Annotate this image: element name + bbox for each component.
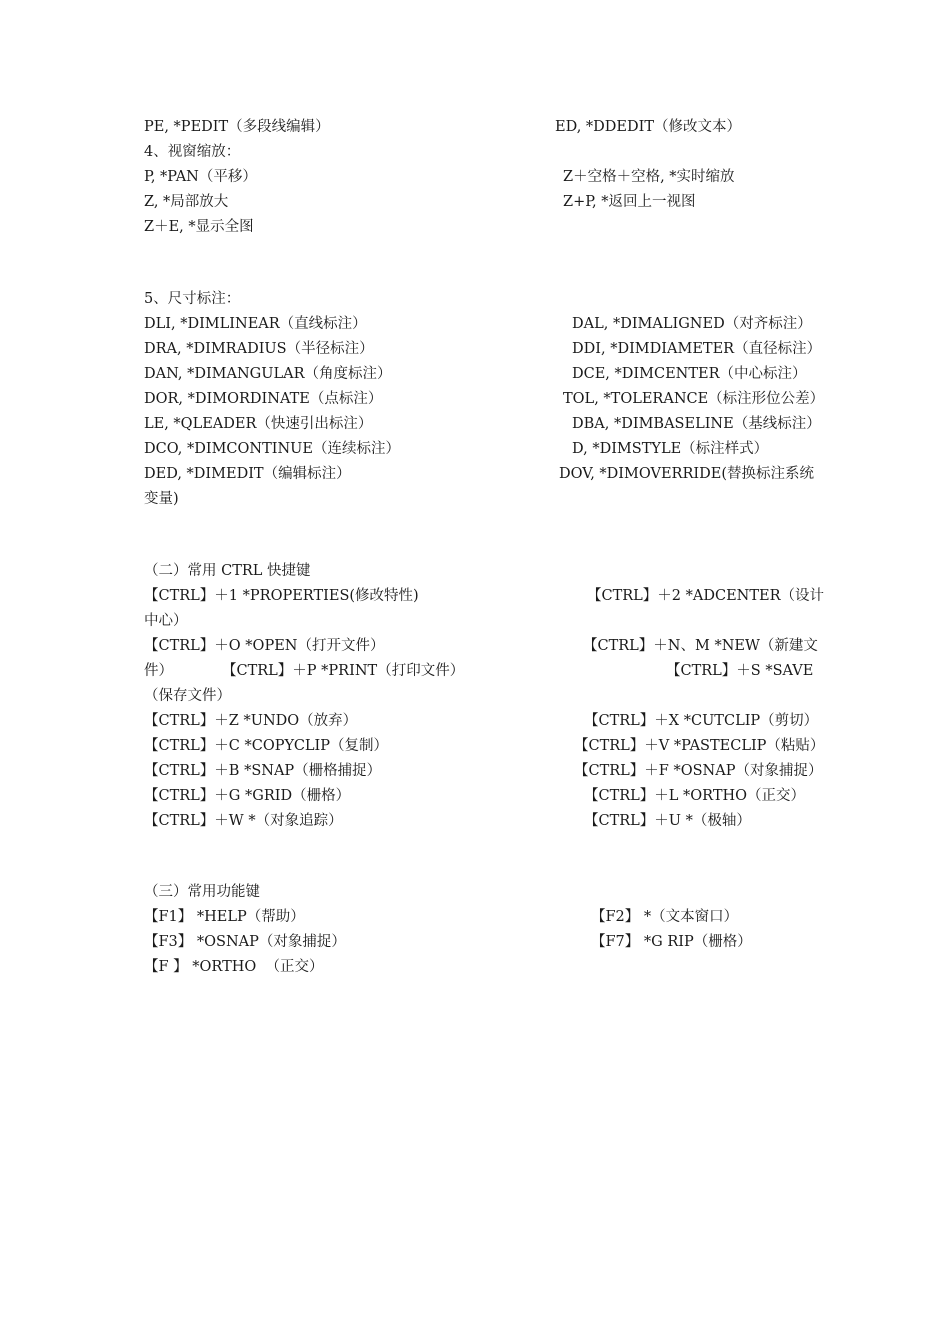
pedit-line: PE, *PEDIT（多段线编辑）	[144, 119, 330, 135]
fkeys-row3-left: 【F 】 *ORTHO （正交）	[144, 959, 324, 975]
ddedit-line: ED, *DDEDIT（修改文本）	[555, 119, 742, 135]
sec5-row6-right: D, *DIMSTYLE（标注样式）	[572, 441, 769, 457]
ctrl-heading: （二）常用 CTRL 快捷键	[144, 563, 311, 579]
sec5-row3-left: DAN, *DIMANGULAR（角度标注）	[144, 366, 392, 382]
ctrl-row7-right: 【CTRL】＋L *ORTHO（正交）	[584, 788, 806, 804]
fkeys-row2-right: 【F7】 *G RIP（栅格）	[591, 934, 752, 950]
ctrl-row2-right: 【CTRL】＋N、M *NEW（新建文	[583, 638, 818, 654]
sec4-row2-left: Z, *局部放大	[144, 194, 229, 210]
sec5-row3-right: DCE, *DIMCENTER（中心标注）	[572, 366, 807, 382]
sec5-wrap-line: 变量)	[144, 491, 179, 507]
ctrl-row6-left: 【CTRL】＋B *SNAP（栅格捕捉）	[144, 763, 382, 779]
fkeys-row2-left: 【F3】 *OSNAP（对象捕捉）	[144, 934, 346, 950]
sec4-row3-left: Z＋E, *显示全图	[144, 219, 254, 235]
section4-heading: 4、视窗缩放：	[144, 144, 241, 160]
ctrl-row8-left: 【CTRL】＋W *（对象追踪）	[144, 813, 343, 829]
ctrl-row3-middle: 【CTRL】＋P *PRINT（打印文件）	[222, 663, 465, 679]
ctrl-row1-left: 【CTRL】＋1 *PROPERTIES(修改特性)	[144, 588, 419, 604]
sec5-row1-left: DLI, *DIMLINEAR（直线标注）	[144, 316, 367, 332]
sec5-row1-right: DAL, *DIMALIGNED（对齐标注）	[572, 316, 812, 332]
ctrl-row5-right: 【CTRL】＋V *PASTECLIP（粘贴）	[574, 738, 825, 754]
ctrl-row6-right: 【CTRL】＋F *OSNAP（对象捕捉）	[574, 763, 823, 779]
ctrl-row5-left: 【CTRL】＋C *COPYCLIP（复制）	[144, 738, 389, 754]
fkeys-row1-right: 【F2】 *（文本窗口）	[591, 909, 739, 925]
ctrl-row4-right: 【CTRL】＋X *CUTCLIP（剪切）	[584, 713, 819, 729]
ctrl-row4-left: 【CTRL】＋Z *UNDO（放弃）	[144, 713, 358, 729]
ctrl-row3-right: 【CTRL】＋S *SAVE	[666, 663, 814, 679]
sec5-row7-right: DOV, *DIMOVERRIDE(替换标注系统	[559, 466, 814, 482]
section5-heading: 5、尺寸标注：	[144, 291, 241, 307]
sec5-row4-left: DOR, *DIMORDINATE（点标注）	[144, 391, 383, 407]
ctrl-row1-right: 【CTRL】＋2 *ADCENTER（设计	[587, 588, 825, 604]
sec5-row5-right: DBA, *DIMBASELINE（基线标注）	[572, 416, 821, 432]
sec5-row2-right: DDI, *DIMDIAMETER（直径标注）	[572, 341, 822, 357]
sec5-row2-left: DRA, *DIMRADIUS（半径标注）	[144, 341, 374, 357]
sec5-row7-left: DED, *DIMEDIT（编辑标注）	[144, 466, 351, 482]
fkeys-heading: （三）常用功能键	[144, 884, 260, 900]
sec4-row1-left: P, *PAN（平移）	[144, 169, 257, 185]
sec5-row5-left: LE, *QLEADER（快速引出标注）	[144, 416, 373, 432]
ctrl-row1-wrap: 中心）	[144, 613, 188, 629]
ctrl-row8-right: 【CTRL】＋U *（极轴）	[584, 813, 751, 829]
sec4-row1-right: Z＋空格＋空格, *实时缩放	[563, 169, 735, 185]
sec5-row4-right: TOL, *TOLERANCE（标注形位公差）	[563, 391, 825, 407]
ctrl-row2-left: 【CTRL】＋O *OPEN（打开文件）	[144, 638, 385, 654]
sec4-row2-right: Z+P, *返回上一视图	[563, 194, 696, 210]
ctrl-row3-wrap: （保存文件）	[144, 688, 231, 704]
ctrl-row7-left: 【CTRL】＋G *GRID（栅格）	[144, 788, 351, 804]
sec5-row6-left: DCO, *DIMCONTINUE（连续标注）	[144, 441, 400, 457]
ctrl-row3-left: 件）	[144, 663, 173, 679]
fkeys-row1-left: 【F1】 *HELP（帮助）	[144, 909, 305, 925]
